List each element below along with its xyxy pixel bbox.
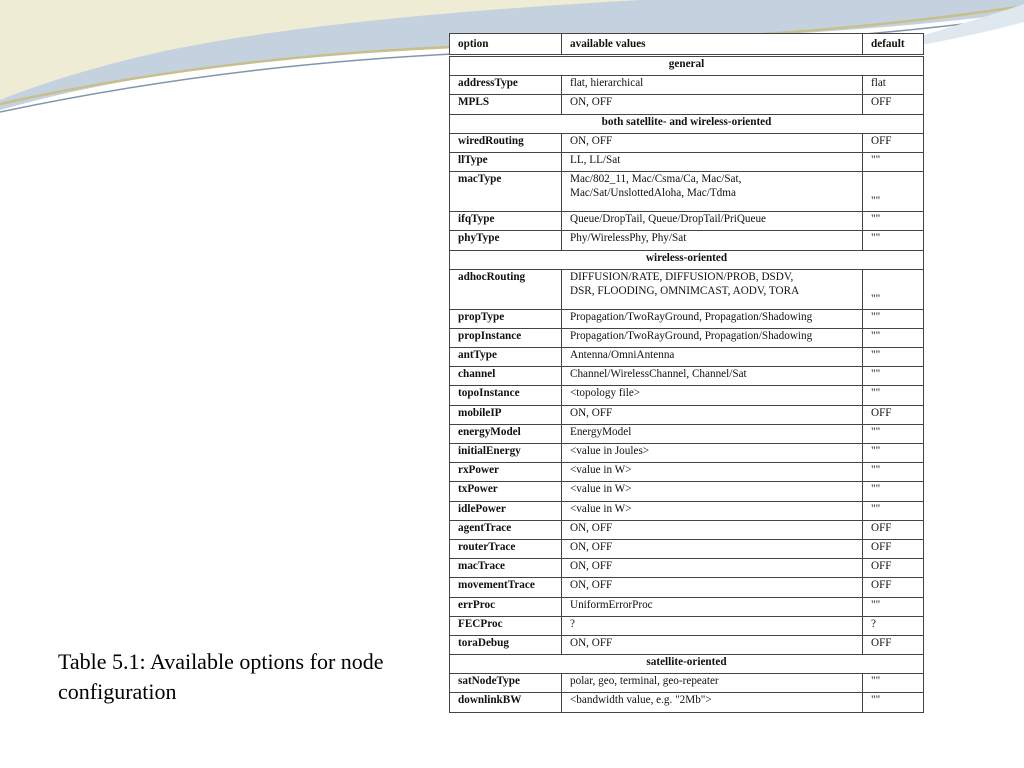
option-cell: movementTrace [450, 578, 562, 597]
available-values-cell: ON, OFF [562, 95, 863, 114]
table-row [450, 501, 924, 520]
option-cell: downlinkBW [450, 693, 562, 712]
option-cell: errProc [450, 597, 562, 616]
option-cell: topoInstance [450, 386, 562, 405]
option-cell: channel [450, 367, 562, 386]
default-cell: "" [863, 348, 924, 367]
table-row [450, 133, 924, 152]
table-row [450, 269, 924, 309]
option-cell: mobileIP [450, 405, 562, 424]
section-row [450, 250, 924, 269]
default-cell: flat [863, 76, 924, 95]
available-values-cell: Propagation/TwoRayGround, Propagation/Shadowing [562, 309, 863, 328]
default-cell: "" [863, 309, 924, 328]
default-cell: "" [863, 463, 924, 482]
available-values-cell: <topology file> [562, 386, 863, 405]
table-row [450, 328, 924, 347]
default-cell: OFF [863, 578, 924, 597]
default-cell: "" [863, 501, 924, 520]
option-cell: satNodeType [450, 674, 562, 693]
available-values-cell: Propagation/TwoRayGround, Propagation/Shadowing [562, 328, 863, 347]
option-cell: toraDebug [450, 635, 562, 654]
default-cell: "" [863, 172, 924, 212]
available-values-cell: ON, OFF [562, 133, 863, 152]
available-values-cell: DIFFUSION/RATE, DIFFUSION/PROB, DSDV, DSR, FLOODING, OMNIMCAST, AODV, TORA [562, 269, 863, 309]
option-cell: macTrace [450, 559, 562, 578]
option-cell: wiredRouting [450, 133, 562, 152]
option-cell: routerTrace [450, 539, 562, 558]
section-row [450, 655, 924, 674]
table-row [450, 520, 924, 539]
option-cell: initialEnergy [450, 444, 562, 463]
default-cell: "" [863, 367, 924, 386]
available-values-cell: flat, hierarchical [562, 76, 863, 95]
option-cell: propInstance [450, 328, 562, 347]
default-cell: OFF [863, 95, 924, 114]
table-row [450, 348, 924, 367]
table-row [450, 152, 924, 171]
table-caption: Table 5.1: Available options for node configuration [58, 649, 384, 704]
default-cell: "" [863, 386, 924, 405]
default-cell: "" [863, 693, 924, 712]
table-row [450, 95, 924, 114]
table-header-row [450, 34, 924, 56]
available-values-cell: ON, OFF [562, 635, 863, 654]
table-row [450, 635, 924, 654]
default-cell: "" [863, 444, 924, 463]
default-cell: "" [863, 269, 924, 309]
column-header-option: option [450, 34, 562, 56]
option-cell: adhocRouting [450, 269, 562, 309]
option-cell: propType [450, 309, 562, 328]
table-row [450, 444, 924, 463]
default-cell: "" [863, 212, 924, 231]
option-cell: txPower [450, 482, 562, 501]
table-row [450, 693, 924, 712]
section-title: general [450, 56, 924, 76]
table-row [450, 674, 924, 693]
default-cell: OFF [863, 405, 924, 424]
table-row [450, 559, 924, 578]
default-cell: "" [863, 424, 924, 443]
table-row [450, 386, 924, 405]
table-row [450, 212, 924, 231]
default-cell: "" [863, 674, 924, 693]
available-values-cell: Queue/DropTail, Queue/DropTail/PriQueue [562, 212, 863, 231]
available-values-cell: Phy/WirelessPhy, Phy/Sat [562, 231, 863, 250]
available-values-cell: ON, OFF [562, 539, 863, 558]
available-values-cell: polar, geo, terminal, geo-repeater [562, 674, 863, 693]
section-title: both satellite- and wireless-oriented [450, 114, 924, 133]
available-values-cell: ON, OFF [562, 559, 863, 578]
available-values-cell: ON, OFF [562, 578, 863, 597]
column-header-available-values: available values [562, 34, 863, 56]
default-cell: "" [863, 152, 924, 171]
option-cell: energyModel [450, 424, 562, 443]
option-cell: addressType [450, 76, 562, 95]
default-cell: OFF [863, 635, 924, 654]
option-cell: MPLS [450, 95, 562, 114]
default-cell: OFF [863, 559, 924, 578]
option-cell: ifqType [450, 212, 562, 231]
available-values-cell: <value in Joules> [562, 444, 863, 463]
available-values-cell: Antenna/OmniAntenna [562, 348, 863, 367]
default-cell: OFF [863, 133, 924, 152]
table-row [450, 424, 924, 443]
available-values-cell: <value in W> [562, 482, 863, 501]
table-row [450, 597, 924, 616]
section-title: satellite-oriented [450, 655, 924, 674]
available-values-cell: ? [562, 616, 863, 635]
available-values-cell: UniformErrorProc [562, 597, 863, 616]
available-values-cell: LL, LL/Sat [562, 152, 863, 171]
option-cell: idlePower [450, 501, 562, 520]
table-row [450, 76, 924, 95]
available-values-cell: <bandwidth value, e.g. "2Mb"> [562, 693, 863, 712]
section-row [450, 56, 924, 76]
table-row [450, 482, 924, 501]
option-cell: FECProc [450, 616, 562, 635]
available-values-cell: ON, OFF [562, 520, 863, 539]
table-row [450, 405, 924, 424]
default-cell: OFF [863, 520, 924, 539]
default-cell: "" [863, 482, 924, 501]
table-row [450, 616, 924, 635]
table-row [450, 309, 924, 328]
default-cell: OFF [863, 539, 924, 558]
option-cell: antType [450, 348, 562, 367]
table-row [450, 172, 924, 212]
option-cell: macType [450, 172, 562, 212]
default-cell: "" [863, 597, 924, 616]
option-cell: llType [450, 152, 562, 171]
option-cell: agentTrace [450, 520, 562, 539]
column-header-default: default [863, 34, 924, 56]
available-values-cell: Channel/WirelessChannel, Channel/Sat [562, 367, 863, 386]
table-row [450, 367, 924, 386]
available-values-cell: Mac/802_11, Mac/Csma/Ca, Mac/Sat, Mac/Sat/UnslottedAloha, Mac/Tdma [562, 172, 863, 212]
default-cell: ? [863, 616, 924, 635]
default-cell: "" [863, 328, 924, 347]
section-title: wireless-oriented [450, 250, 924, 269]
table-row [450, 231, 924, 250]
option-cell: phyType [450, 231, 562, 250]
table-row [450, 463, 924, 482]
node-configuration-options-table [449, 33, 924, 713]
available-values-cell: ON, OFF [562, 405, 863, 424]
available-values-cell: <value in W> [562, 501, 863, 520]
available-values-cell: EnergyModel [562, 424, 863, 443]
available-values-cell: <value in W> [562, 463, 863, 482]
default-cell: "" [863, 231, 924, 250]
option-cell: rxPower [450, 463, 562, 482]
section-row [450, 114, 924, 133]
table-row [450, 578, 924, 597]
table-row [450, 539, 924, 558]
options-table-container [449, 33, 923, 713]
